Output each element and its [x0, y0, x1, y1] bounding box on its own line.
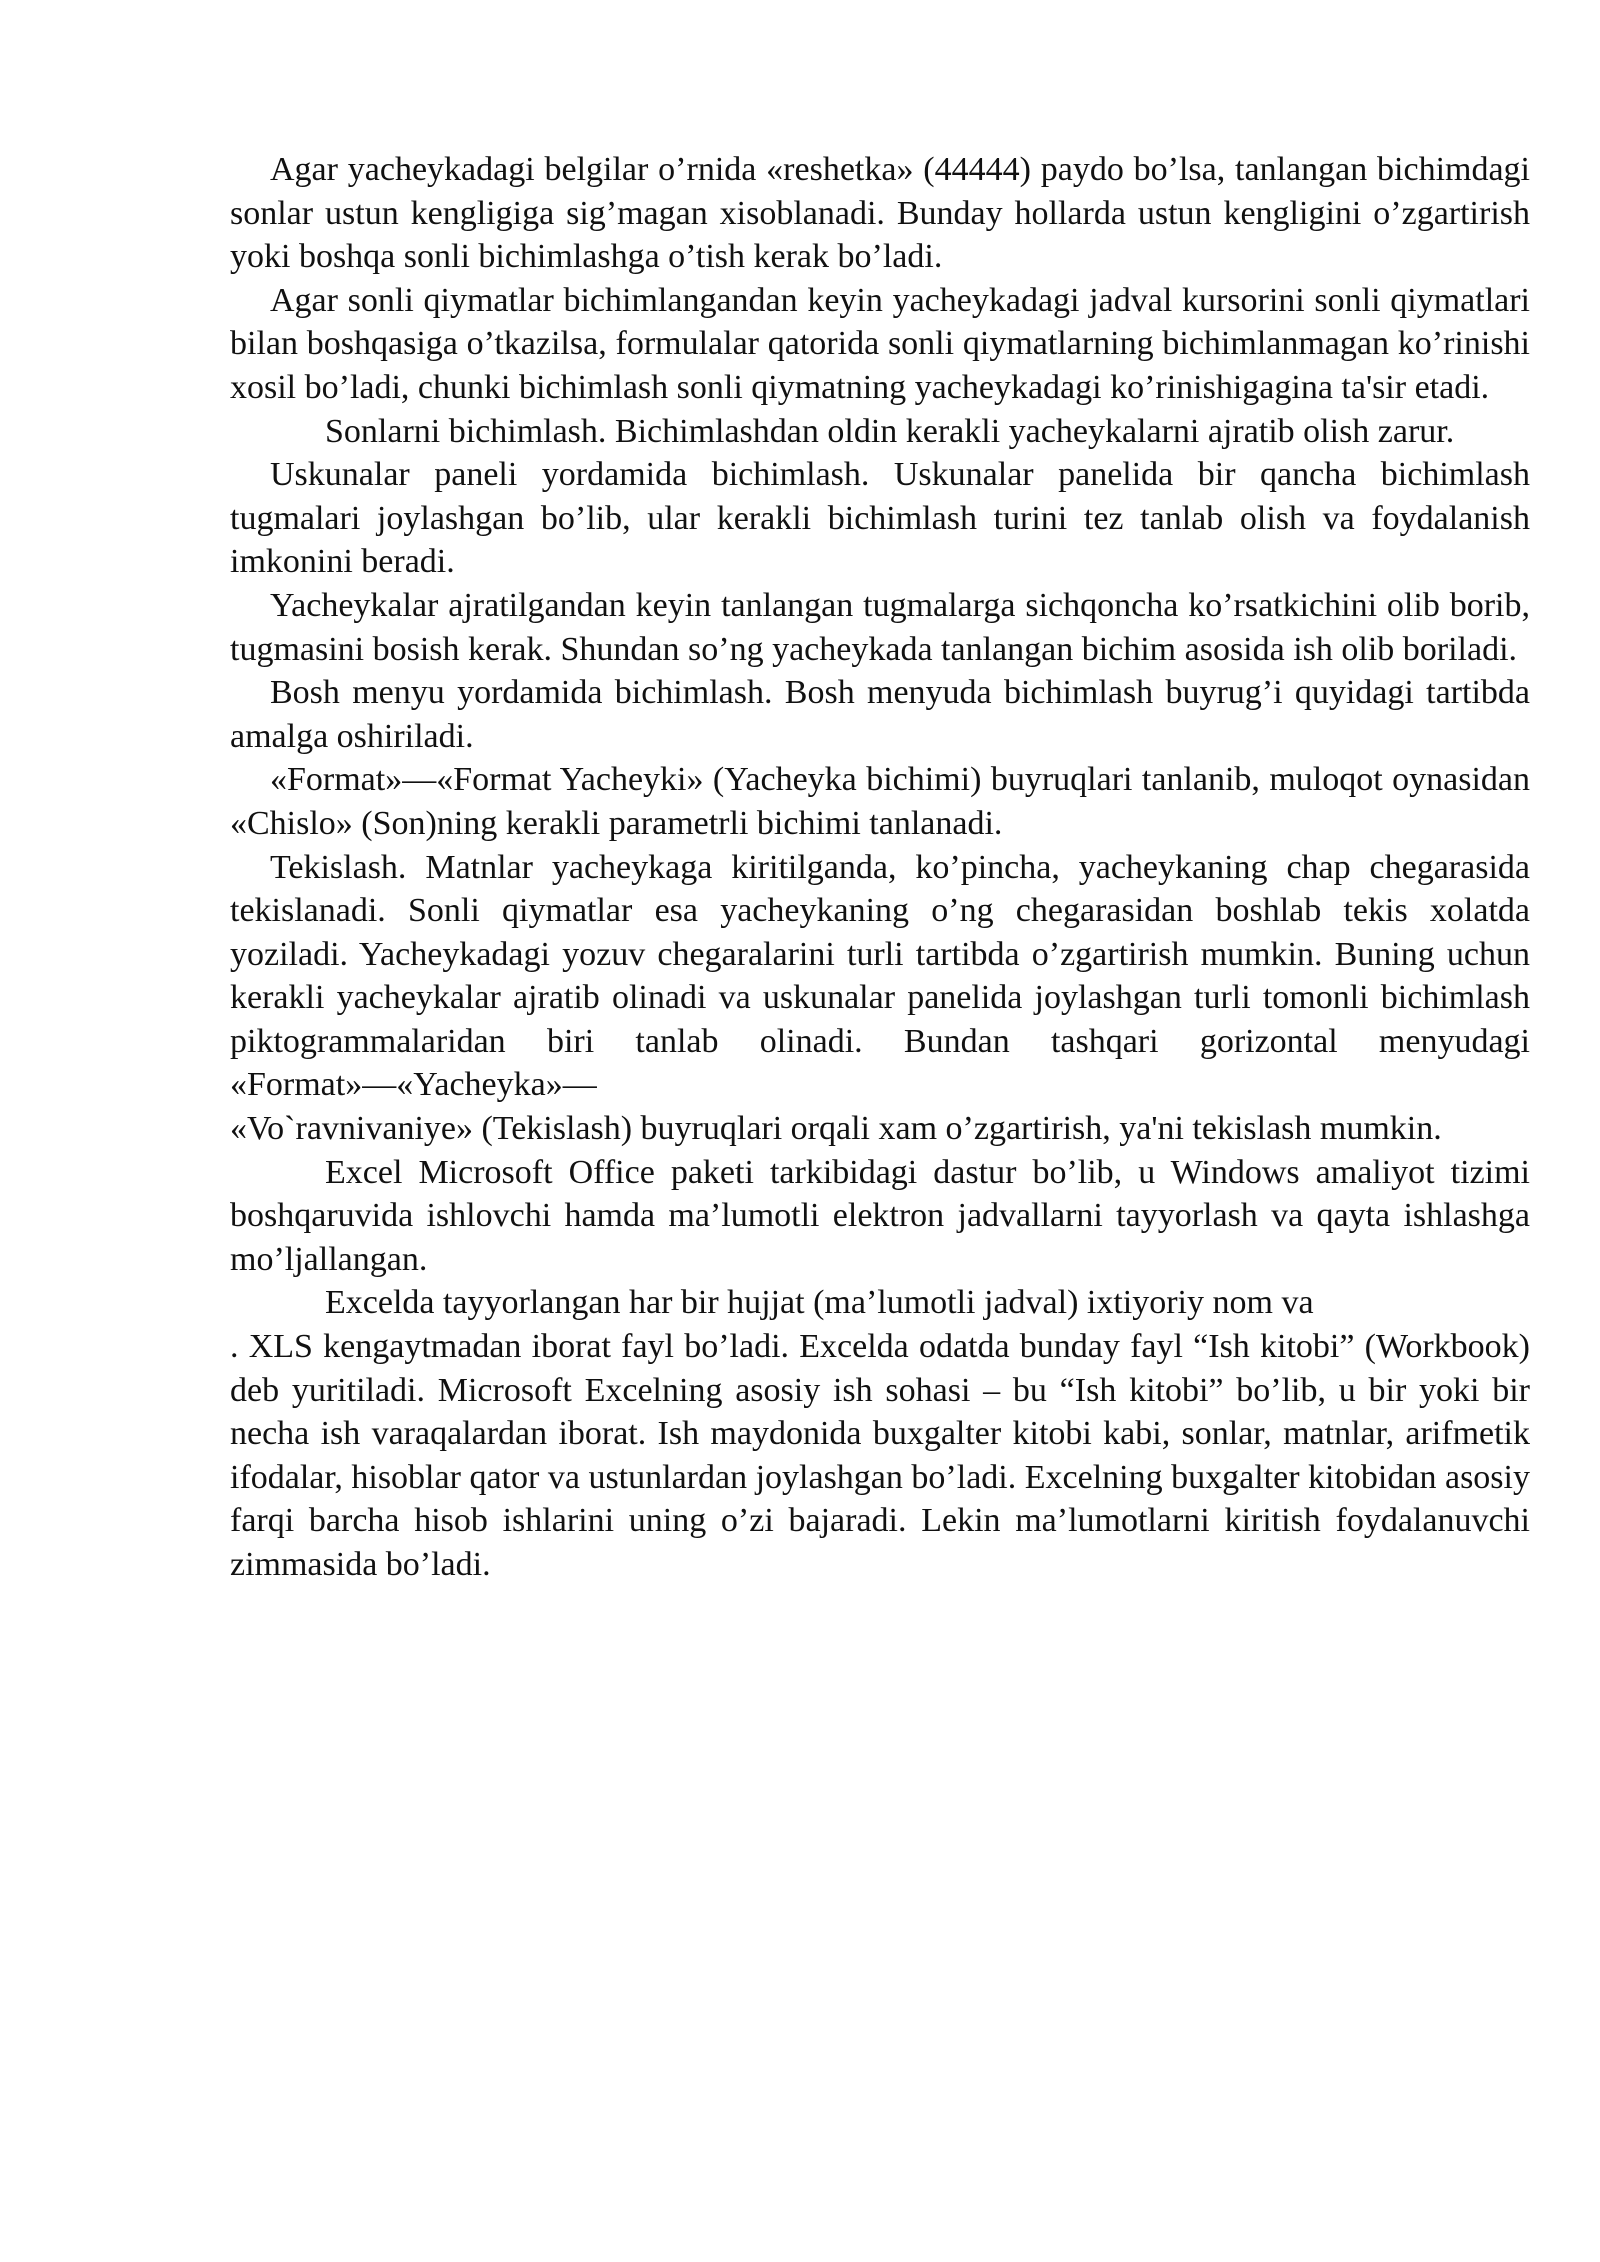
paragraph-excel-description: Excel Microsoft Office paketi tarkibidagi dastur bo’lib, u Windows amaliyot tizimi boshqaruvida ishlovchi hamda ma’lumotli elektron jadvallarni tayyorlash va qayta ishlashga mo’ljallangan.	[230, 1153, 1530, 1278]
paragraph-selected-buttons: Yacheykalar ajratilgandan keyin tanlangan tugmalarga sichqoncha ko’rsatkichini olib borib, tugmasini bosish kerak. Shundan so’ng yacheykada tanlangan bichim asosida ish olib boriladi.	[230, 586, 1530, 668]
paragraph-reshetka: Agar yacheykadagi belgilar o’rnida «reshetka» (44444) paydo bo’lsa, tanlangan bichimdagi sonlar ustun kengligiga sig’magan xisoblanadi. Bunday hollarda ustun kengligini o’zgartirish yoki boshqa sonli bichimlashga o’tish kerak bo’ladi.	[230, 151, 1530, 276]
document-page	[230, 148, 1530, 1587]
paragraph-formatted-values: Agar sonli qiymatlar bichimlangandan keyin yacheykadagi jadval kursorini sonli qiymatlari bilan boshqasiga o’tkazilsa, formulalar qatorida sonli qiymatlarning bichimlanmagan ko’rinishi xosil bo’ladi, chunki bichimlash sonli qiymatning yacheykadagi ko’rinishigagina ta'sir etadi.	[230, 281, 1530, 406]
paragraph-format-cells: «Format»—«Format Yacheyki» (Yacheyka bichimi) buyruqlari tanlanib, muloqot oynasidan «Chislo» (Son)ning kerakli parametrli bichimi tanlanadi.	[230, 761, 1530, 842]
paragraph-xls-workbook: . XLS kengaytmadan iborat fayl bo’ladi. Excelda odatda bunday fayl “Ish kitobi” (Workbook) deb yuritiladi. Microsoft Excelning asosiy ish sohasi – bu “Ish kitobi” bo’lib, u bir yoki bir necha ish varaqalardan iborat. Ish maydonida buxgalter kitobi kabi, sonlar, matnlar, arifmetik ifodalar, hisoblar qator va ustunlardan joylashgan bo’ladi. Excelning buxgalter kitobidan asosiy farqi barcha hisob ishlarini uning o’zi bajaradi. Lekin ma’lumotlarni kiritish foydalanuvchi zimmasida bo’ladi.	[230, 1328, 1530, 1583]
paragraph-number-formatting: Sonlarni bichimlash. Bichimlashdan oldin kerakli yacheykalarni ajratib olish zarur.	[325, 412, 1455, 450]
paragraph-toolbar-formatting: Uskunalar paneli yordamida bichimlash. Uskunalar panelida bir qancha bichimlash tugmalari joylashgan bo’lib, ular kerakli bichimlash turini tez tanlab olish va foydalanish imkonini beradi.	[230, 456, 1530, 581]
paragraph-main-menu-formatting: Bosh menyu yordamida bichimlash. Bosh menyuda bichimlash buyrug’i quyidagi tartibda amalga oshiriladi.	[230, 674, 1530, 755]
paragraph-alignment: Tekislash. Matnlar yacheykaga kiritilganda, ko’pincha, yacheykaning chap chegarasida tekislanadi. Sonli qiymatlar esa yacheykaning o’ng chegarasidan boshlab tekis xolatda yoziladi. Yacheykadagi yozuv chegaralarini turli tartibda o’zgartirish mumkin. Buning uchun kerakli yacheykalar ajratib olinadi va uskunalar panelida joylashgan turli tomonli bichimlash piktogrammalaridan biri tanlab olinadi. Bundan tashqari gorizontal menyudagi «Format»—«Yacheyka»—	[230, 848, 1530, 1104]
paragraph-excel-document: Excelda tayyorlangan har bir hujjat (ma’lumotli jadval) ixtiyoriy nom va	[325, 1284, 1314, 1322]
paragraph-alignment-continuation: «Vo`ravnivaniye» (Tekislash) buyruqlari orqali xam o’zgartirish, ya'ni tekislash mumkin.	[230, 1110, 1442, 1148]
